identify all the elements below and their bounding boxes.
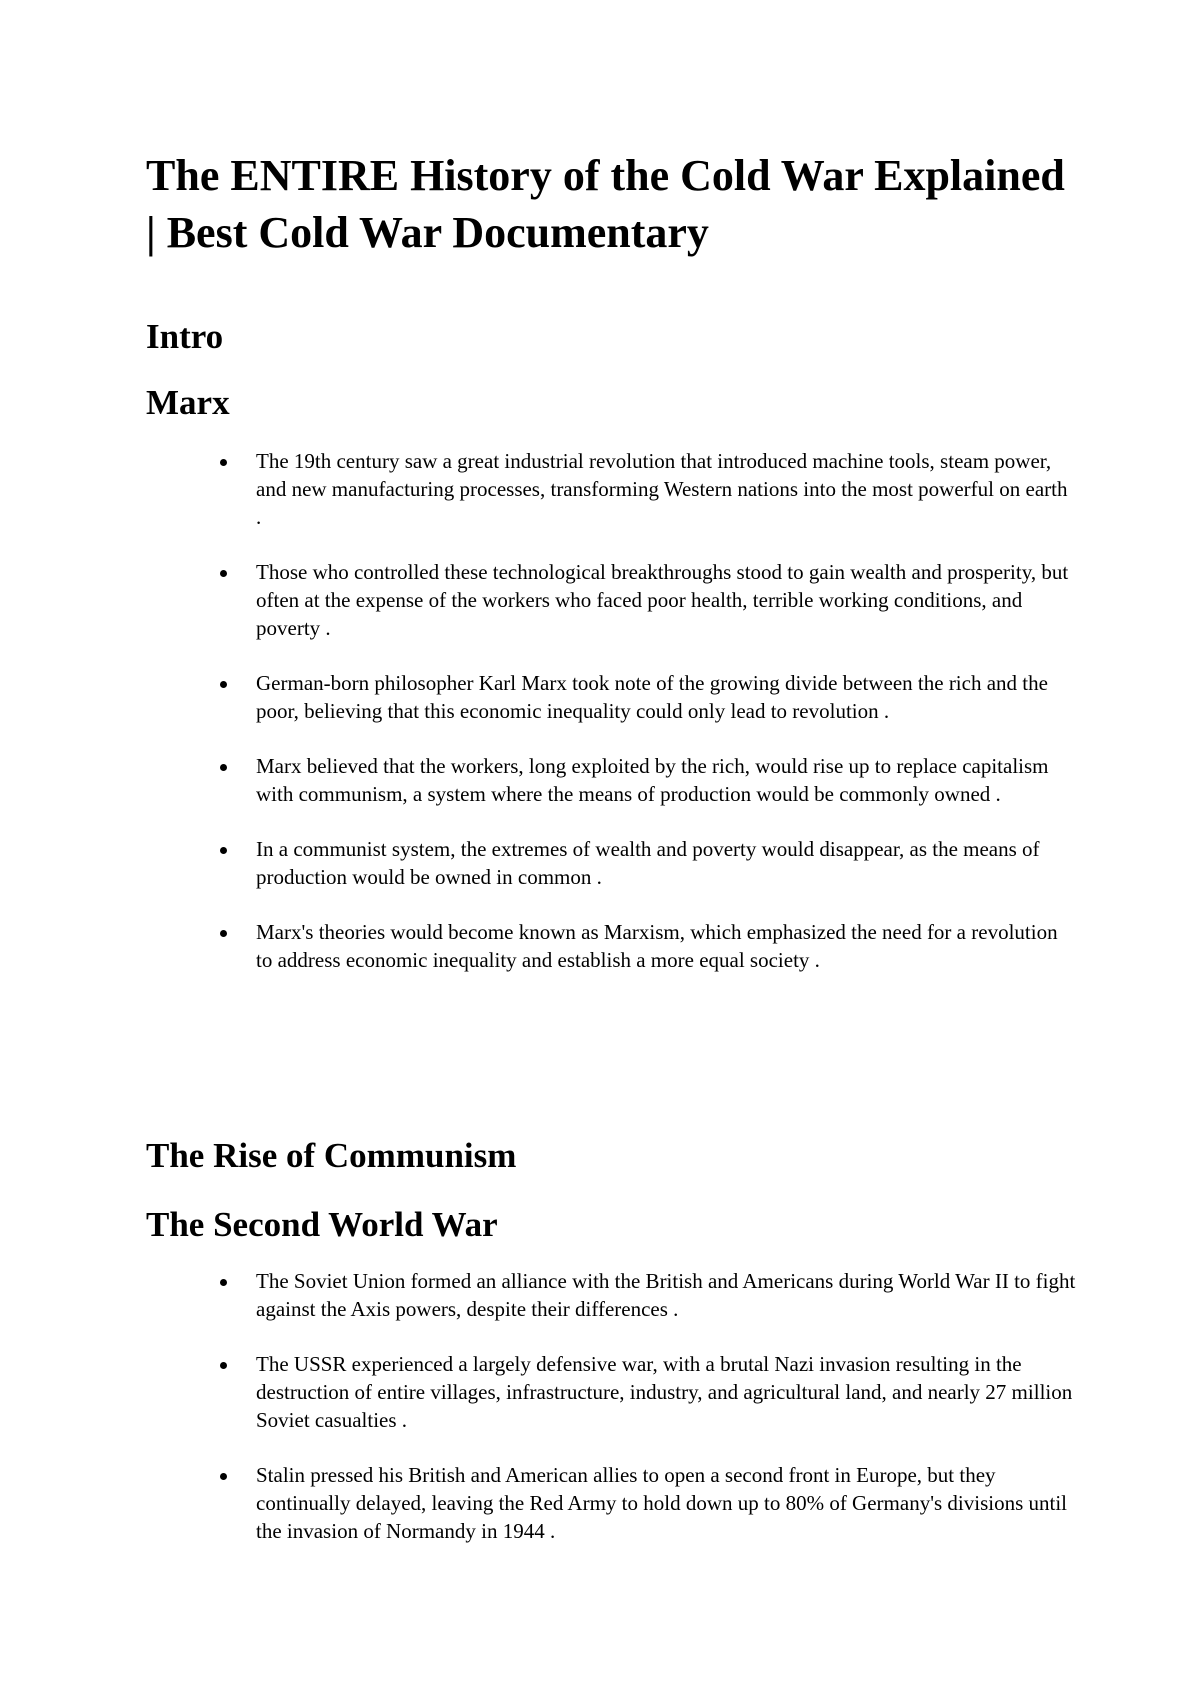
list-item [146,558,1076,642]
ww2-bullet-list [146,1267,1076,1572]
section-heading-intro: Intro [146,317,224,356]
document-title: The ENTIRE History of the Cold War Explained | Best Cold War Documentary [146,151,1065,257]
list-item [146,1267,1076,1323]
marx-bullet-list [146,447,1076,1001]
list-item [146,1350,1076,1434]
section-heading-second-world-war: The Second World War [146,1205,498,1244]
list-item-text: The USSR experienced a largely defensive war, with a brutal Nazi invasion resulting in the destruction of entire villages, infrastructure, industry, and agricultural land, and nearly 27 million Soviet casualties . [256,1352,1073,1432]
list-item-text: The Soviet Union formed an alliance with the British and Americans during World War II to fight against the Axis powers, despite their differences . [256,1269,1076,1321]
list-item-text: Stalin pressed his British and American allies to open a second front in Europe, but they continually delayed, leaving the Red Army to hold down up to 80% of Germany's divisions until the invasion of Normandy in 1944 . [256,1463,1068,1543]
list-item [146,669,1076,725]
section-heading-marx: Marx [146,383,230,422]
list-item-text: The 19th century saw a great industrial revolution that introduced machine tools, steam power, and new manufacturing processes, transforming Western nations into the most powerful on earth . [256,449,1068,529]
list-item [146,835,1076,891]
list-item-text: Marx's theories would become known as Marxism, which emphasized the need for a revolution to address economic inequality and establish a more equal society . [256,920,1058,972]
list-item-text: German-born philosopher Karl Marx took note of the growing divide between the rich and the poor, believing that this economic inequality could only lead to revolution . [256,671,1048,723]
section-heading-rise-of-communism: The Rise of Communism [146,1136,517,1175]
list-item [146,752,1076,808]
list-item-text: Marx believed that the workers, long exploited by the rich, would rise up to replace capitalism with communism, a system where the means of production would be commonly owned . [256,754,1049,806]
list-item [146,1461,1076,1545]
list-item [146,918,1076,974]
list-item-text: In a communist system, the extremes of wealth and poverty would disappear, as the means of production would be owned in common . [256,837,1040,889]
list-item-text: Those who controlled these technological breakthroughs stood to gain wealth and prosperity, but often at the expense of the workers who faced poor health, terrible working conditions, and poverty . [256,560,1069,640]
list-item [146,447,1076,531]
